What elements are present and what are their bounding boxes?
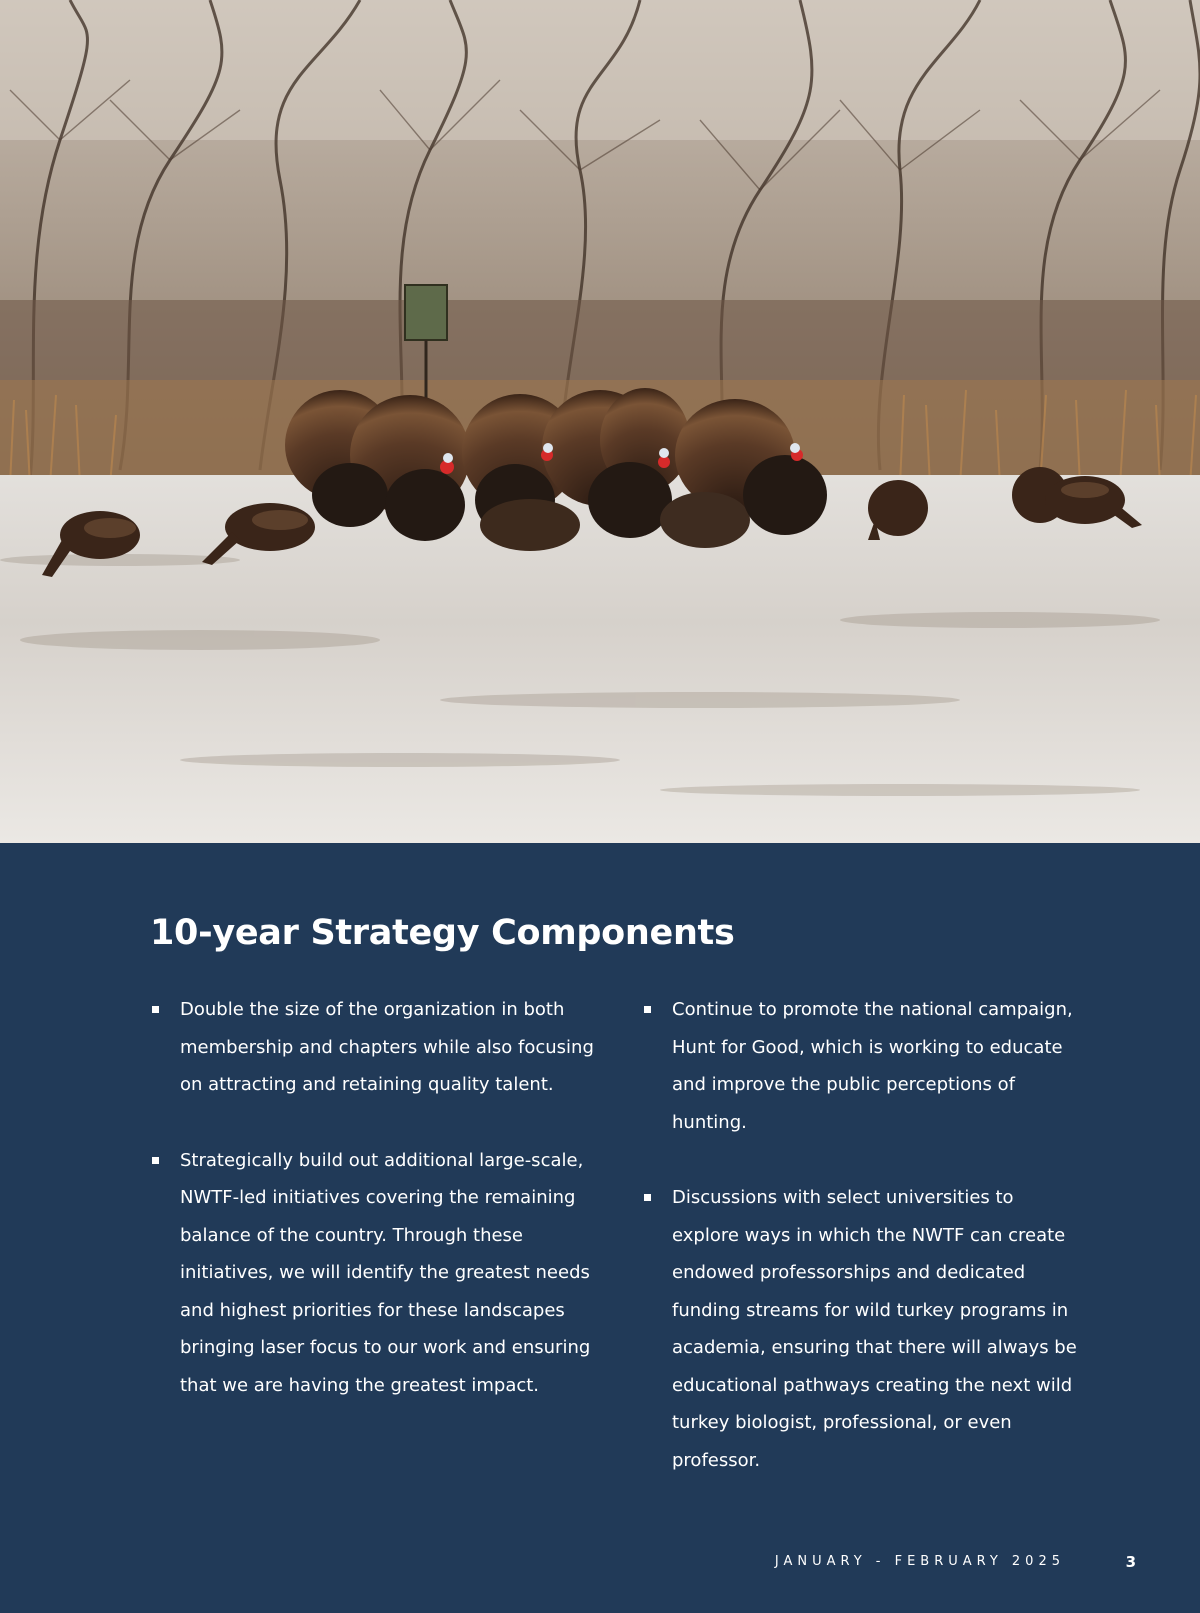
bullet-text: Discussions with select universities to explore ways in which the NWTF can create endowed professorships and dedicated funding streams for wild turkey programs in academia, ensuring that there will always be educational pathways creating the next wild turkey biologist, professional, or even professor.: [672, 1187, 1077, 1471]
bullet-text: Continue to promote the national campaign, Hunt for Good, which is working to educate and improve the public perceptions of hunting.: [672, 999, 1073, 1133]
bullet-text: Double the size of the organization in both membership and chapters while also focusing on attracting and retaining quality talent.: [180, 999, 594, 1095]
bullet-item: [150, 1142, 610, 1405]
right-bullet-list: [642, 991, 1082, 1517]
section-heading: 10-year Strategy Components: [150, 913, 735, 953]
square-bullet-icon: [152, 1006, 159, 1013]
square-bullet-icon: [152, 1157, 159, 1164]
square-bullet-icon: [644, 1194, 651, 1201]
page-number: 3: [1125, 1553, 1136, 1571]
bullet-item: [150, 991, 610, 1104]
bullet-text: Strategically build out additional large-scale, NWTF-led initiatives covering the remaining balance of the country. Through these initiatives, we will identify the greatest needs and highest priorities for these landscapes bringing laser focus to our work and ensuring that we are having the greatest impact.: [180, 1149, 591, 1396]
left-bullet-list: [150, 991, 610, 1442]
issue-date: JANUARY - FEBRUARY 2025: [774, 1554, 1065, 1569]
bullet-item: [642, 1179, 1082, 1479]
bullet-item: [642, 991, 1082, 1141]
strategy-panel: [0, 843, 1200, 1613]
square-bullet-icon: [644, 1006, 651, 1013]
